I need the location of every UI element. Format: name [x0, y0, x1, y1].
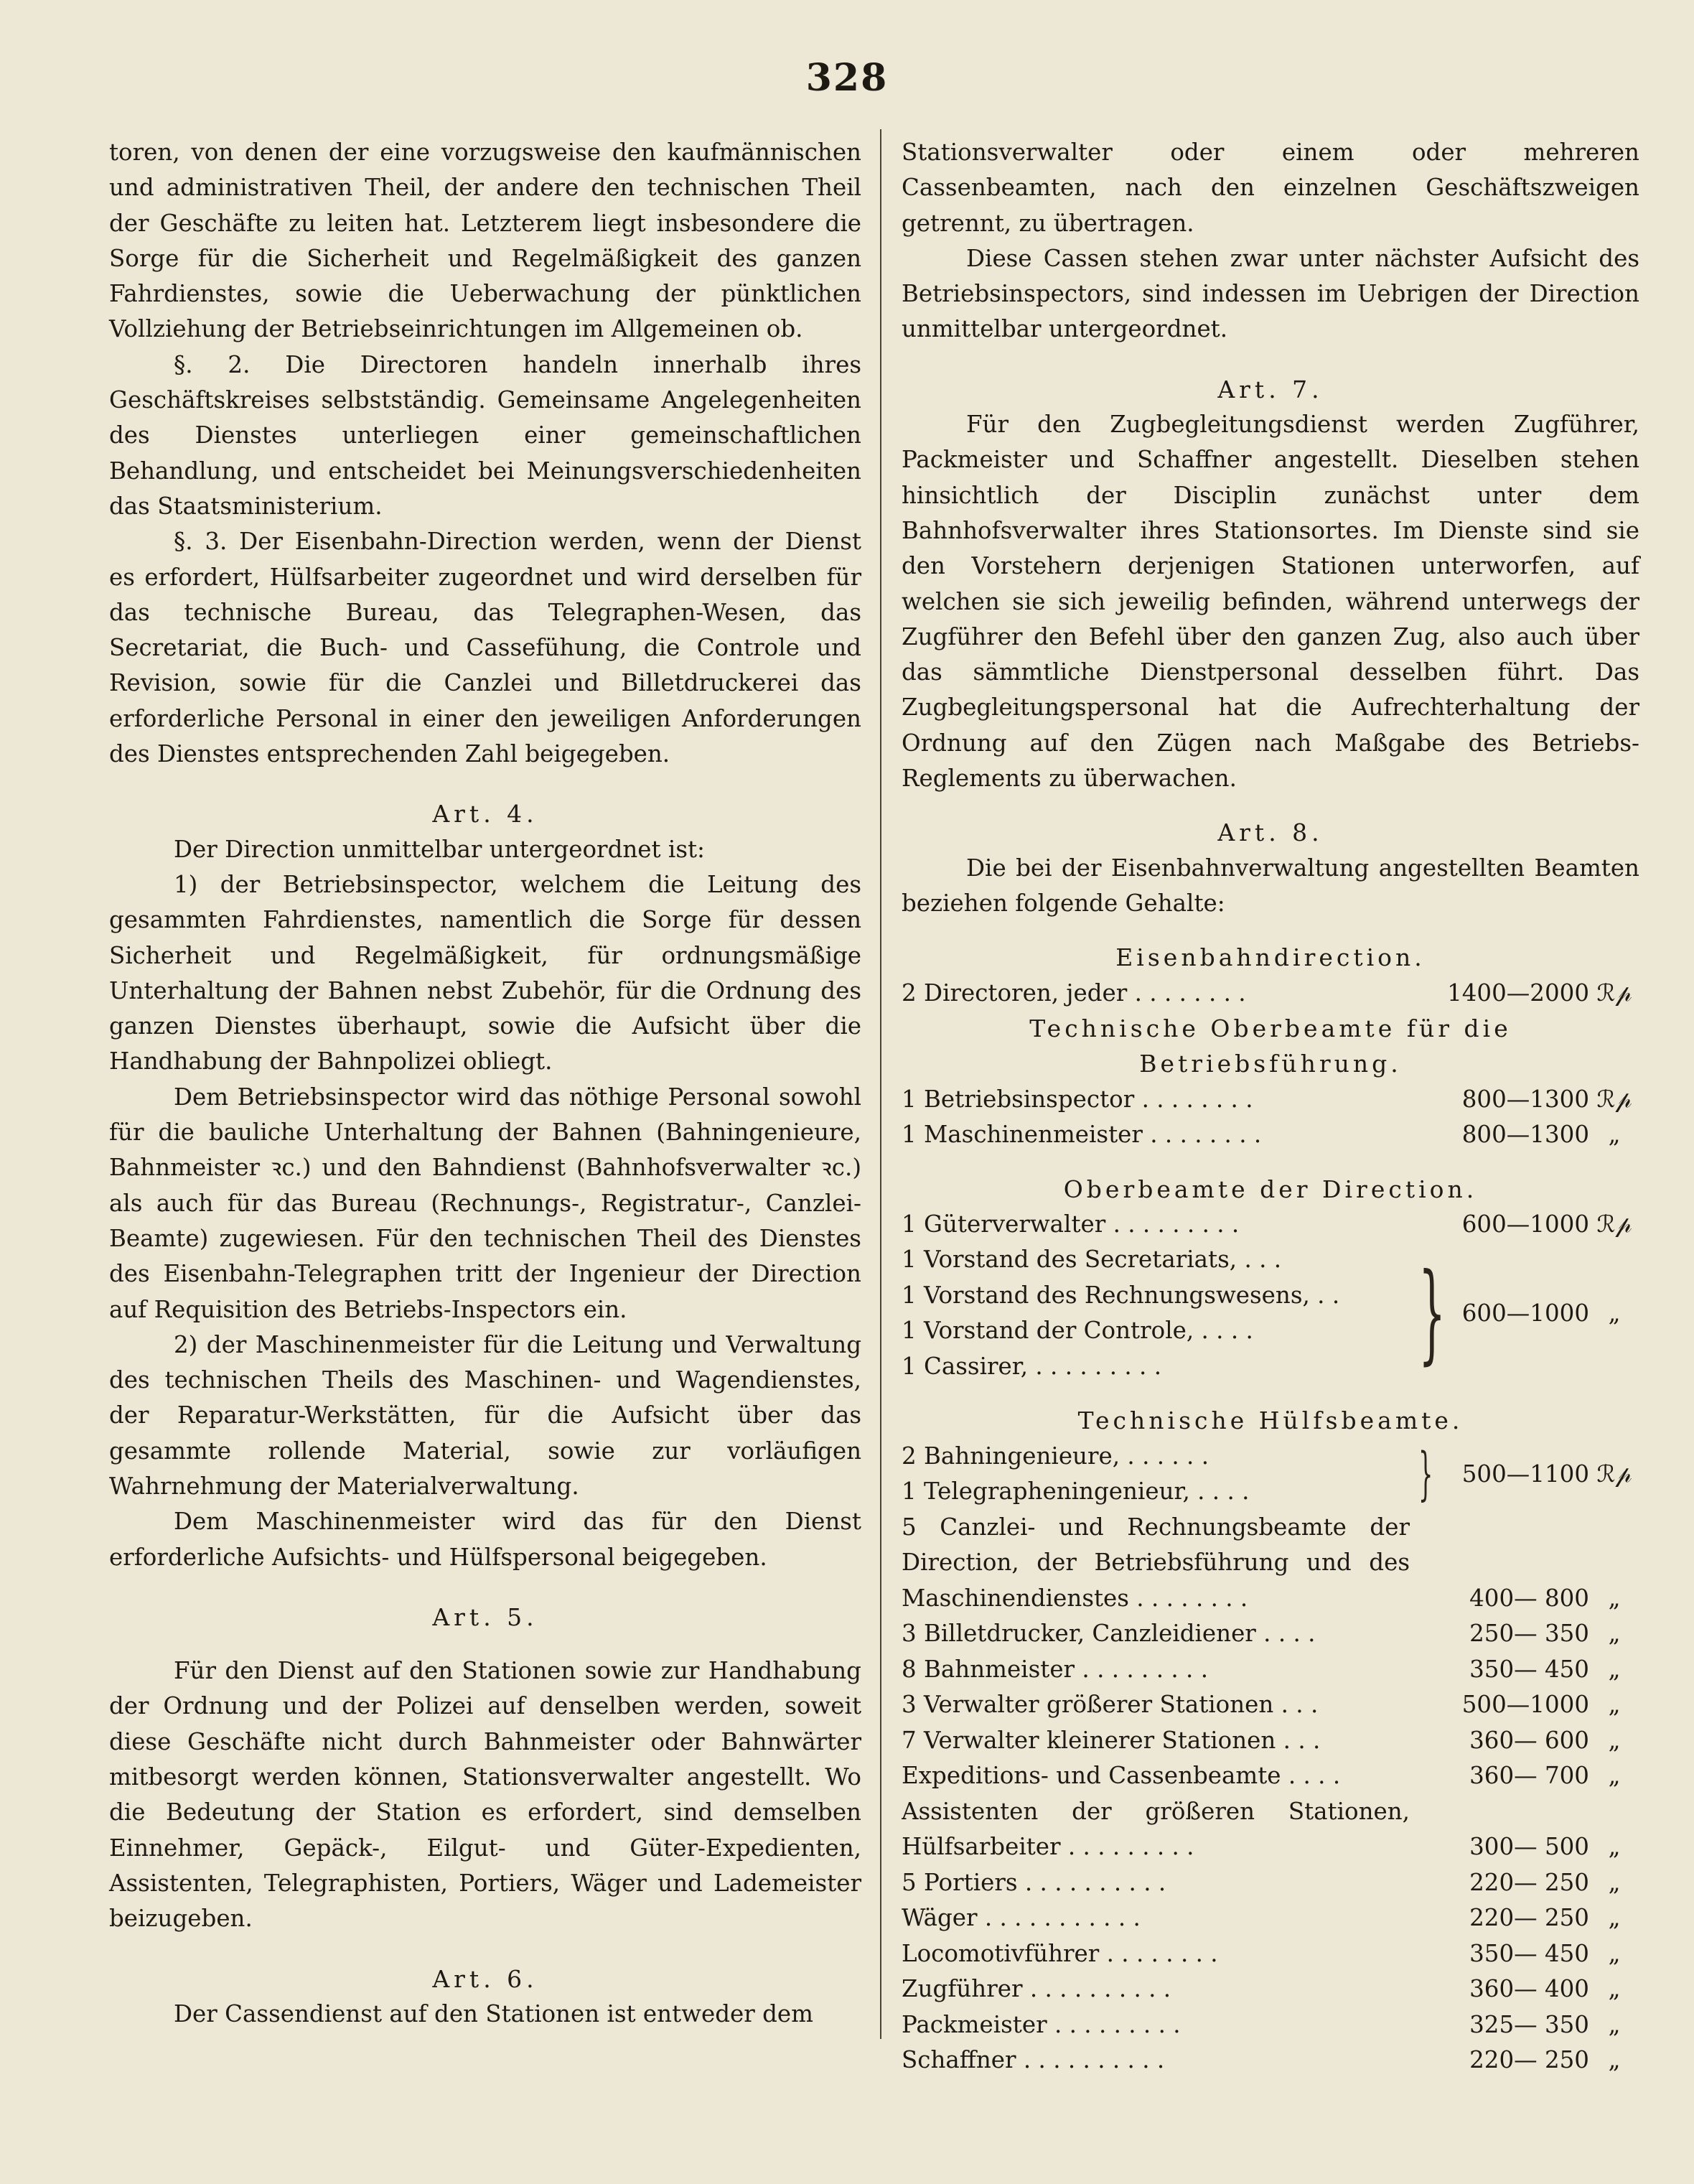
salary-amount: 1400—2000 [1447, 979, 1589, 1007]
currency-symbol: „ [1608, 1904, 1621, 1932]
salary-amount: 800—1300 [1461, 1085, 1589, 1113]
paragraph: Der Cassendienst auf den Stationen ist entweder dem [174, 1999, 813, 2027]
currency-symbol: ℛ𝓅 [1596, 1210, 1632, 1238]
salary-amount: 500—1100 [1461, 1460, 1589, 1488]
paragraph: 1) der Betriebsinspector, welchem die Leitung des gesammten Fahrdienstes, namentlich die Sorge für dessen Sicherheit und Regelmäßigkeit, für ordnungsmäßige Unterhaltung der Bahnen nebst Zubehör, für die Ordnung des ganzen Dienstes überhaupt, sowie die Aufsicht über die Handhabung der Bahnpolizei obliegt. [109, 870, 861, 1075]
salary-position: 1 Vorstand des Secretariats, . . . [902, 1246, 1282, 1274]
salary-row [902, 976, 1639, 1012]
salary-position: Assistenten der größeren Stationen, Hülfsarbeiter . . . . . . . . . [902, 1797, 1410, 1861]
article-heading: Art. 6. [432, 1964, 538, 1993]
salary-position: Zugführer . . . . . . . . . . [902, 1975, 1171, 2003]
salary-row [902, 1794, 1639, 1865]
salary-position: 1 Güterverwalter . . . . . . . . . [902, 1210, 1240, 1238]
salary-amount: 325— 350 [1469, 2010, 1589, 2038]
currency-symbol: „ [1608, 1691, 1621, 1719]
salary-position: 1 Vorstand des Rechnungswesens, . . [902, 1281, 1340, 1309]
salary-amount: 300— 500 [1469, 1833, 1589, 1861]
currency-symbol: „ [1608, 1868, 1621, 1896]
salary-row [902, 1510, 1639, 1617]
article-heading: Art. 7. [1217, 375, 1324, 403]
salary-row [902, 1207, 1639, 1243]
salary-row [902, 1971, 1639, 2007]
salary-amount: 500—1000 [1461, 1691, 1589, 1719]
salary-position: 5 Portiers . . . . . . . . . . [902, 1868, 1166, 1896]
salary-position: 3 Billetdrucker, Canzleidiener . . . . [902, 1620, 1316, 1648]
salary-position: Locomotivführer . . . . . . . . [902, 1939, 1218, 1967]
salary-amount: 600—1000 [1461, 1210, 1589, 1238]
salary-section-heading: Oberbeamte der Direction. [1063, 1175, 1478, 1203]
salary-position: 5 Canzlei- und Rechnungsbeamte der Direction, der Betriebsführung und des Maschinendienstes . . . . . . . . [902, 1513, 1410, 1612]
salary-brace-group [902, 1439, 1639, 1510]
salary-row [902, 1900, 1639, 1936]
currency-symbol: ℛ𝓅 [1596, 1085, 1632, 1113]
paragraph: Dem Maschinenmeister wird das für den Dienst erforderliche Aufsichts- und Hülfspersonal beigegeben. [109, 1508, 861, 1571]
salary-position: 3 Verwalter größerer Stationen . . . [902, 1691, 1319, 1719]
page-number: 328 [805, 56, 889, 100]
salary-position: 7 Verwalter kleinerer Stationen . . . [902, 1726, 1321, 1754]
salary-table-technical-assistants [902, 1510, 1639, 2078]
currency-symbol: „ [1608, 2010, 1621, 2038]
salary-position: 1 Cassirer, . . . . . . . . . [902, 1352, 1162, 1380]
salary-position: Packmeister . . . . . . . . . [902, 2010, 1181, 2038]
paragraph: §. 3. Der Eisenbahn-Direction werden, wenn der Dienst es erfordert, Hülfsarbeiter zugeordnet und wird derselben für das technische Bureau, das Telegraphen-Wesen, das Secretariat, die Buch- und Cassefühung, die Controle und Revision, sowie für die Canzlei und Billetdruckerei das erforderliche Personal in einer den jeweiligen Anforderungen des Dienstes entsprechenden Zahl beigegeben. [109, 528, 861, 768]
left-column [109, 135, 861, 2032]
currency-symbol: „ [1608, 2046, 1621, 2074]
currency-symbol: „ [1608, 1299, 1621, 1327]
salary-position: 1 Telegrapheningenieur, . . . . [902, 1478, 1250, 1506]
salary-amount: 800—1300 [1461, 1121, 1589, 1149]
salary-position: 1 Betriebsinspector . . . . . . . . [902, 1085, 1253, 1113]
salary-row [902, 1758, 1639, 1794]
salary-row [902, 2007, 1639, 2043]
currency-symbol: „ [1608, 1726, 1621, 1754]
salary-row [902, 1652, 1639, 1688]
salary-position: Schaffner . . . . . . . . . . [902, 2046, 1165, 2074]
currency-symbol: „ [1608, 1975, 1621, 2003]
currency-symbol: „ [1608, 1762, 1621, 1790]
paragraph: toren, von denen der eine vorzugsweise den kaufmännischen und administrativen Theil, der andere den technischen Theil der Geschäfte zu leiten hat. Letzterem liegt insbesondere die Sorge für die Sicherheit und Regelmäßigkeit des ganzen Fahrdienstes, sowie die Ueberwachung der pünktlichen Vollziehung der Betriebseinrichtungen im Allgemeinen ob. [109, 139, 861, 343]
salary-position: 1 Vorstand der Controle, . . . . [902, 1317, 1253, 1345]
brace-symbol: } [1418, 1251, 1446, 1376]
salary-amount: 220— 250 [1469, 1904, 1589, 1932]
salary-amount: 600—1000 [1461, 1299, 1589, 1327]
salary-row [902, 1616, 1639, 1652]
salary-row [902, 1117, 1639, 1153]
currency-symbol: ℛ𝓅 [1596, 979, 1632, 1007]
salary-position: 2 Directoren, jeder . . . . . . . . [902, 979, 1246, 1007]
paragraph: Der Direction unmittelbar untergeordnet ist: [174, 835, 706, 863]
currency-symbol: „ [1608, 1584, 1621, 1612]
salary-position: Expeditions- und Cassenbeamte . . . . [902, 1762, 1341, 1790]
salary-amount: 250— 350 [1469, 1620, 1589, 1648]
salary-amount: 360— 600 [1469, 1726, 1589, 1754]
currency-symbol: „ [1608, 1121, 1621, 1149]
currency-symbol: „ [1608, 1620, 1621, 1648]
salary-amount: 350— 450 [1469, 1655, 1589, 1683]
column-divider [880, 129, 881, 2039]
salary-row [902, 1082, 1639, 1118]
right-column [902, 135, 1639, 2078]
article-heading: Art. 4. [432, 800, 538, 829]
paragraph: Die bei der Eisenbahnverwaltung angestellten Beamten beziehen folgende Gehalte: [902, 854, 1639, 917]
salary-amount: 350— 450 [1469, 1939, 1589, 1967]
currency-symbol: ℛ𝓅 [1596, 1460, 1632, 1488]
paragraph: Für den Zugbegleitungsdienst werden Zugführer, Packmeister und Schaffner angestellt. Dieselben stehen hinsichtlich der Disciplin zunächst unter dem Bahnhofsverwalter ihres Stationsortes. Im Dienste sind sie den Vorstehern derjenigen Stationen unterworfen, auf welchen sie sich jeweilig befinden, während unterwegs der Zugführer den Befehl über den ganzen Zug, also auch über das sämmtliche Dienstpersonal desselben führt. Das Zugbegleitungspersonal hat die Aufrechterhaltung der Ordnung auf den Zügen nach Maßgabe des Betriebs-Reglements zu überwachen. [902, 411, 1639, 793]
salary-position: 1 Maschinenmeister . . . . . . . . [902, 1121, 1262, 1149]
salary-row [902, 1936, 1639, 1972]
paragraph: 2) der Maschinenmeister für die Leitung und Verwaltung des technischen Theils des Maschinen- und Wagendienstes, der Reparatur-Werkstätten, für die Aufsicht über das gesammte rollende Material, sowie zur vorläufigen Wahrnehmung der Materialverwaltung. [109, 1330, 861, 1500]
salary-table-directors [902, 976, 1639, 1012]
salary-amount: 360— 400 [1469, 1975, 1589, 2003]
article-heading: Art. 8. [1217, 818, 1324, 847]
salary-amount: 220— 250 [1469, 1868, 1589, 1896]
salary-section-heading: Technische Hülfsbeamte. [1077, 1406, 1464, 1435]
paragraph: Dem Betriebsinspector wird das nöthige Personal sowohl für die bauliche Unterhaltung der Bahnen (Bahningenieure, Bahnmeister ꝛc.) und den Bahndienst (Bahnhofsverwalter ꝛc.) als auch für das Bureau (Rechnungs-, Registratur-, Canzlei-Beamte) zugewiesen. Für den technischen Theil des Dienstes des Eisenbahn-Telegraphen tritt der Ingenieur der Direction auf Requisition des Betriebs-Inspectors ein. [109, 1083, 861, 1323]
salary-table-technical-officers [902, 1082, 1639, 1153]
salary-row [902, 1723, 1639, 1759]
salary-brace-group [902, 1242, 1639, 1384]
paragraph: Diese Cassen stehen zwar unter nächster Aufsicht des Betriebsinspectors, sind indessen im Uebrigen der Direction unmittelbar untergeordnet. [902, 244, 1639, 343]
salary-amount: 400— 800 [1469, 1584, 1589, 1612]
brace-symbol: } [1418, 1440, 1433, 1508]
currency-symbol: „ [1608, 1655, 1621, 1683]
currency-symbol: „ [1608, 1939, 1621, 1967]
paragraph: §. 2. Die Directoren handeln innerhalb ihres Geschäftskreises selbstständig. Gemeinsame Angelegenheiten des Dienstes unterliegen einer gemeinschaftlichen Behandlung, und entscheidet bei Meinungsverschiedenheiten das Staatsministerium. [109, 350, 861, 520]
salary-section-heading: Technische Oberbeamte für die Betriebsführung. [1029, 1014, 1512, 1078]
paragraph: Für den Dienst auf den Stationen sowie zur Handhabung der Ordnung und der Polizei auf denselben werden, soweit diese Geschäfte nicht durch Bahnmeister oder Bahnwärter mitbesorgt werden können, Stationsverwalter angestellt. Wo die Bedeutung der Station es erfordert, sind demselben Einnehmer, Gepäck-, Eilgut- und Güter-Expedienten, Assistenten, Telegraphisten, Portiers, Wäger und Lademeister beizugeben. [109, 1657, 861, 1933]
salary-row [902, 1687, 1639, 1723]
paragraph: Stationsverwalter oder einem oder mehreren Cassenbeamten, nach den einzelnen Geschäftszweigen getrennt, zu übertragen. [902, 139, 1639, 237]
salary-row [902, 1865, 1639, 1901]
salary-amount: 220— 250 [1469, 2046, 1589, 2074]
salary-position: 8 Bahnmeister . . . . . . . . . [902, 1655, 1209, 1683]
salary-section-heading: Eisenbahndirection. [1115, 943, 1426, 972]
salary-position: 2 Bahningenieure, . . . . . . [902, 1442, 1209, 1470]
currency-symbol: „ [1608, 1833, 1621, 1861]
salary-position: Wäger . . . . . . . . . . . [902, 1904, 1141, 1932]
salary-row [902, 2043, 1639, 2078]
salary-amount: 360— 700 [1469, 1762, 1589, 1790]
salary-table-direction-officers [902, 1207, 1639, 1243]
article-heading: Art. 5. [432, 1602, 538, 1631]
